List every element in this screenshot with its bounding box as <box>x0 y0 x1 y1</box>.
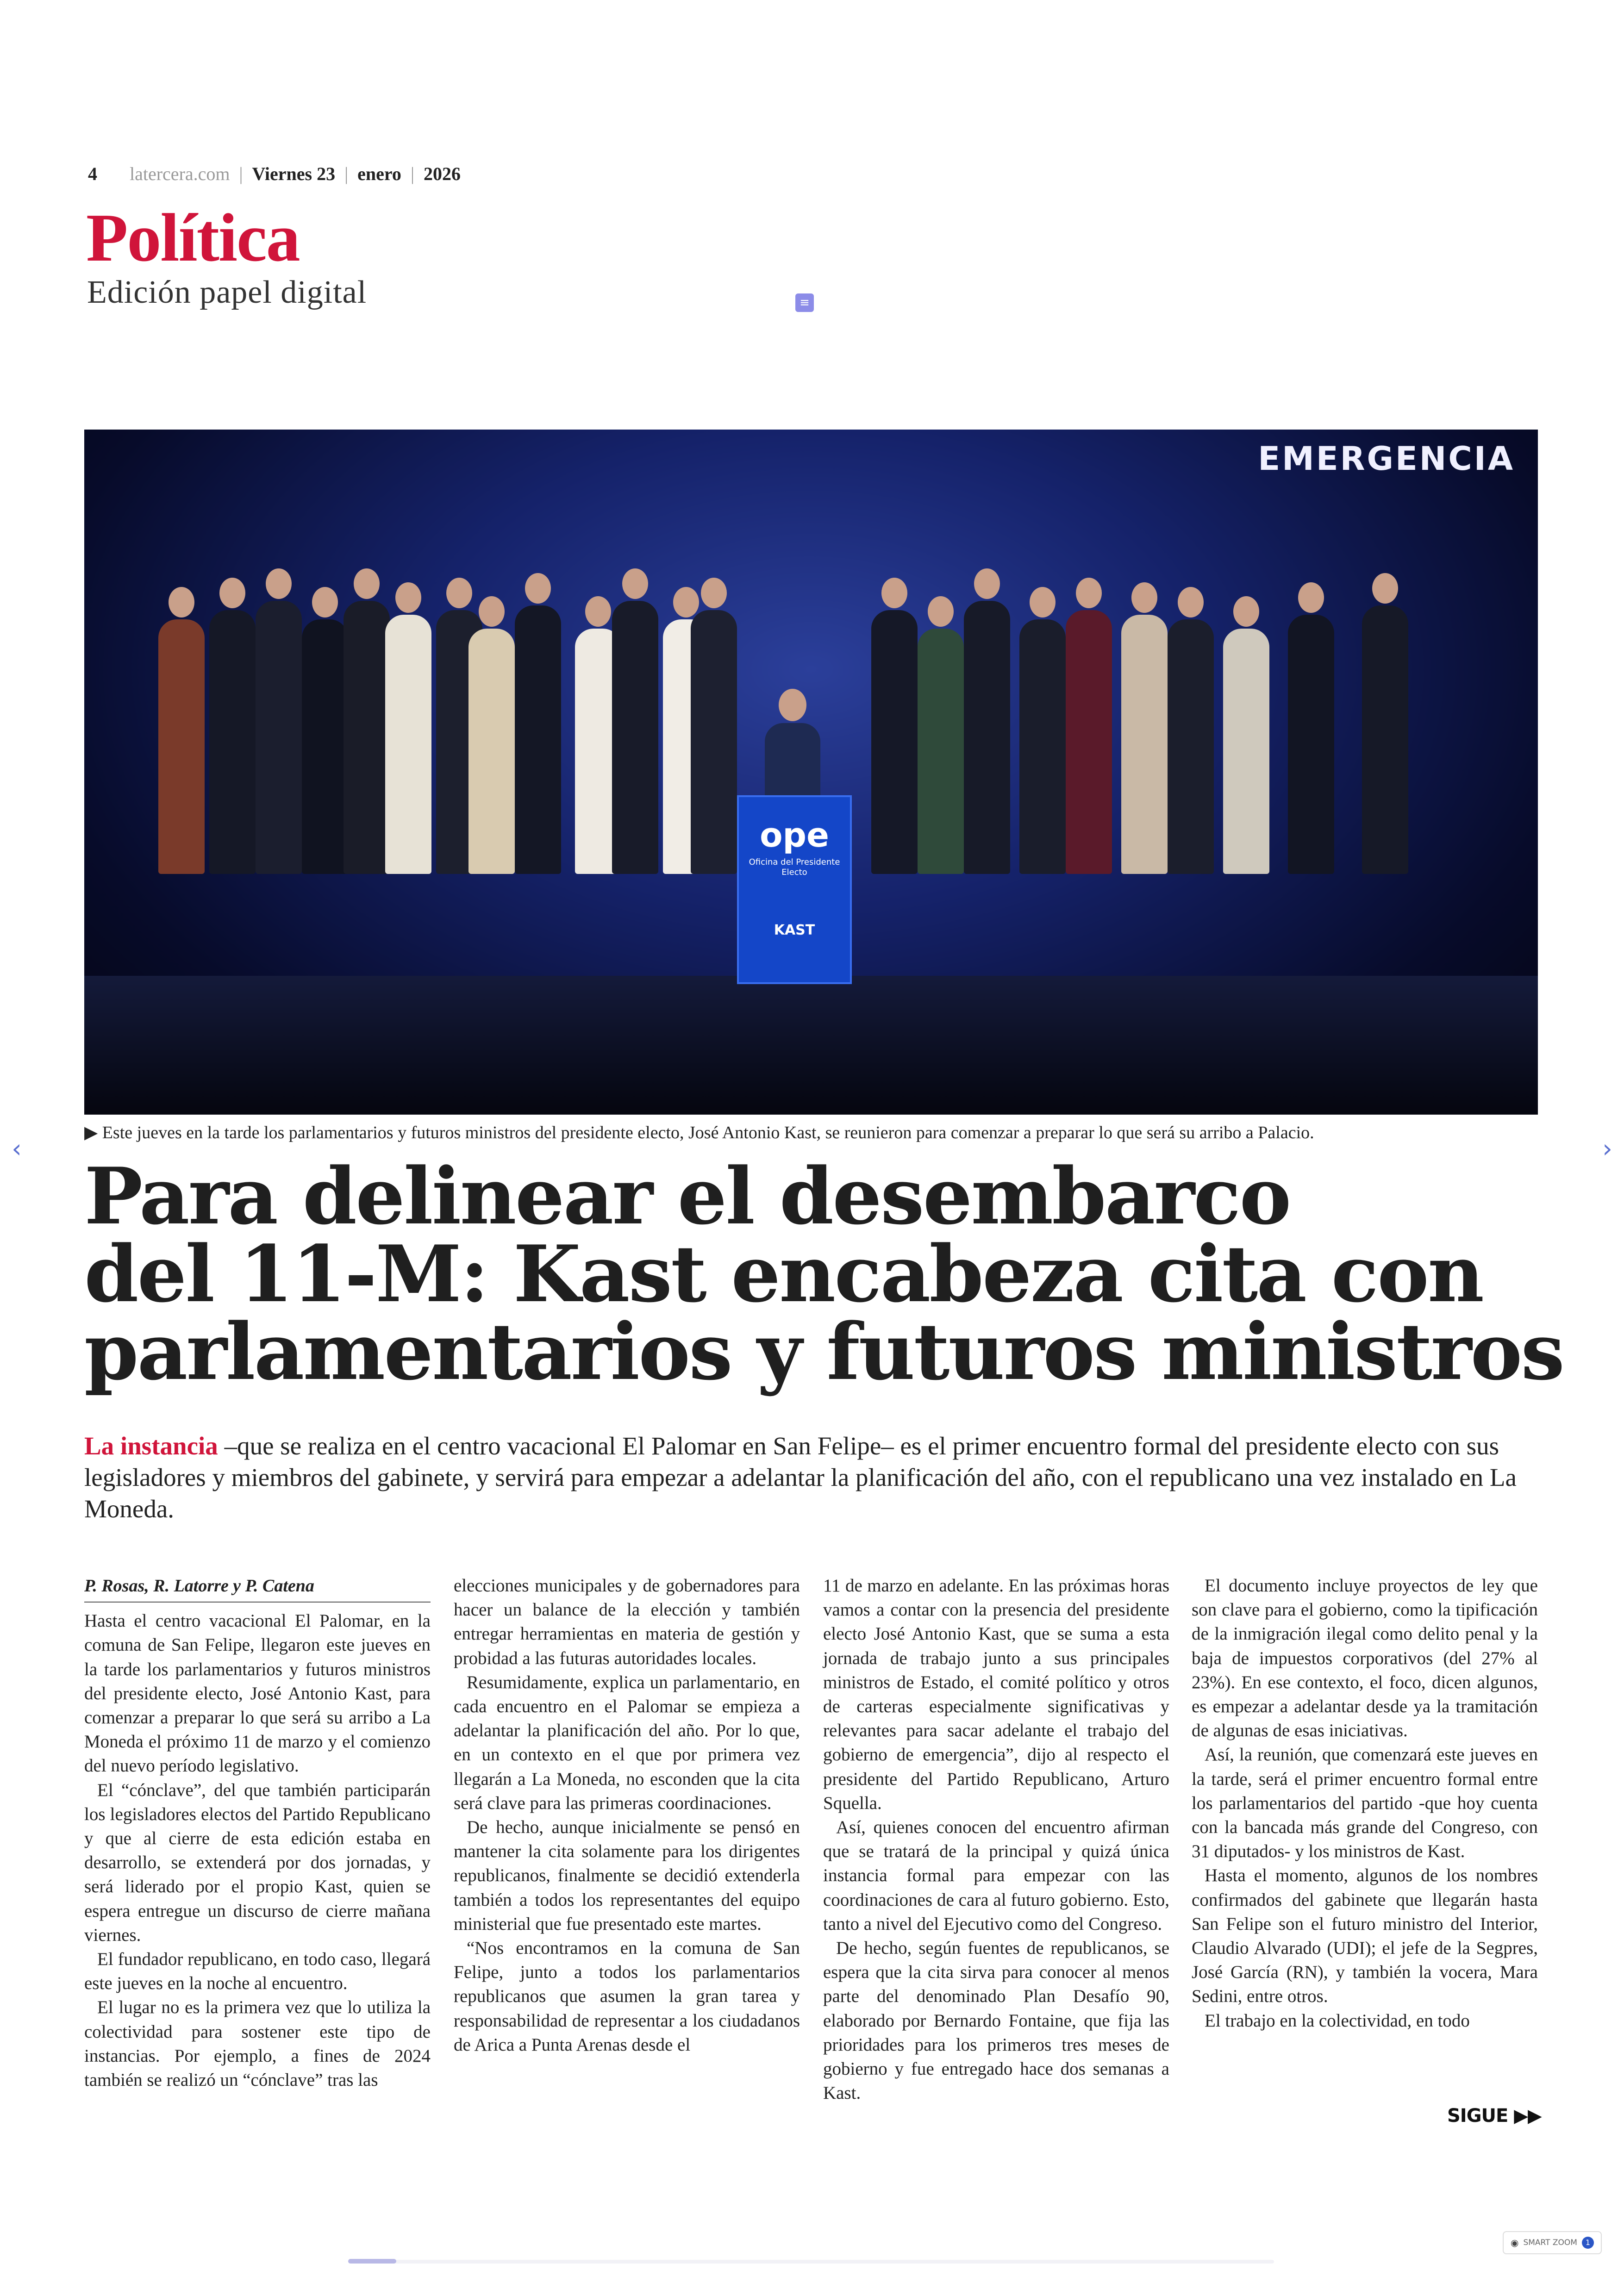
photo-figure-head <box>974 568 1000 599</box>
photo-figure-head <box>169 587 194 617</box>
paragraph: Hasta el centro vacacional El Palomar, en la comuna de San Felipe, llegaron este jueves en la tarde los parlamentarios y futuros ministros del presidente electo, José Antonio Kast, para comenzar a preparar lo que será su arribo a La Moneda el próximo 11 de marzo y el comienzo del nuevo período legislativo. <box>84 1611 431 1776</box>
lead-kicker: La instancia <box>84 1432 218 1460</box>
photo-figure-head <box>525 573 551 604</box>
photo-figure-body <box>1168 619 1214 874</box>
paragraph: Resumidamente, explica un parlamentario, en cada encuentro en el Palomar se empieza a adelantar la planificación del año. Por lo que, en un contexto en el que por primera vez llegarán a La Moneda, no esconden que la cita será clave para las primeras coordinaciones. <box>454 1672 800 1813</box>
photo-figure-body <box>468 629 515 874</box>
section-title: Política <box>86 200 300 276</box>
photo-figure-body <box>871 610 918 874</box>
headline-line: del 11-M: Kast encabeza cita con <box>84 1228 1483 1320</box>
photo-figure-body <box>964 601 1010 874</box>
note-icon[interactable]: ≡ <box>795 293 814 312</box>
photo-figure-head <box>446 578 472 608</box>
page-scrollbar-thumb[interactable] <box>348 2259 396 2264</box>
photo-figure-head <box>881 578 907 608</box>
photo-figure-body <box>918 629 964 874</box>
paragraph: 11 de marzo en adelante. En las próximas horas vamos a contar con la presencia del presidente electo José Antonio Kast, que se suma a esta jornada de trabajo junto a sus principales ministros de Estado, el comité político y otros de carteras especialmente significativas y relevantes para sacar adelante el trabajo del gobierno de emergencia”, dijo al respecto el presidente del Partido Republicano, Arturo Squella. <box>823 1576 1169 1813</box>
photo-figure-body <box>1066 610 1112 874</box>
article-column-3 <box>823 1574 1169 2105</box>
smart-zoom-button[interactable] <box>1503 2231 1602 2254</box>
article-column-4 <box>1192 1574 1538 2033</box>
photo-figure-head <box>1131 582 1157 613</box>
separator: | <box>344 163 349 184</box>
page-header <box>88 163 461 185</box>
photo-figure-head <box>1372 573 1398 604</box>
photo-figure-body <box>612 601 658 874</box>
photo-figure-head <box>312 587 338 617</box>
photo-caption: ▶ Este jueves en la tarde los parlamentarios y futuros ministros del presidente electo, José Antonio Kast, se reunieron para comenzar a preparar lo que será su arribo a Palacio. <box>84 1123 1314 1142</box>
photo-figure-head <box>219 578 245 608</box>
photo-figure-body <box>1288 615 1334 874</box>
continue-link[interactable]: SIGUE ▶▶ <box>1447 2105 1542 2127</box>
paragraph: El documento incluye proyectos de ley que son clave para el gobierno, como la tipificación de la inmigración ilegal como delito penal y la baja de impuestos corporativos (del 27% al 23%). En ese contexto, el foco, dicen algunos, es empezar a adelantar desde ya la tramitación de algunas de esas iniciativas. <box>1192 1576 1538 1741</box>
photo-figure-head <box>928 596 954 627</box>
photo-figure-body <box>158 619 205 874</box>
headline <box>84 1150 1563 1397</box>
photo-figure-body <box>385 615 431 874</box>
paragraph: Así, quienes conocen del encuentro afirman que se tratará de la principal y quizá única instancia formal para empezar con las coordinaciones de cara al futuro gobierno. Esto, tanto a nivel del Ejecutivo como del Congreso. <box>823 1817 1169 1934</box>
paragraph: De hecho, aunque inicialmente se pensó en mantener la cita solamente para los dirigentes republicanos, finalmente se decidió extenderla también a todos los representantes del equipo ministerial que fue presentado este martes. <box>454 1817 800 1934</box>
edition-subtitle: Edición papel digital <box>87 274 367 310</box>
paragraph: Así, la reunión, que comenzará este jueves en la tarde, será el primer encuentro formal entre los parlamentarios del partido -que hoy cuenta con la bancada más grande del Congreso, con 31 diputados- y los ministros de Kast. <box>1192 1745 1538 1862</box>
photo-figure-body <box>302 619 348 874</box>
photo-figure-body <box>256 601 302 874</box>
photo-figure-head <box>395 582 421 613</box>
podium <box>737 795 852 984</box>
site-name: latercera.com <box>130 163 230 184</box>
photo-figure-head <box>479 596 505 627</box>
photo-figure-head <box>701 578 727 608</box>
lead-paragraph <box>84 1430 1543 1525</box>
date-year: 2026 <box>423 163 461 184</box>
photo-figure-head <box>622 568 648 599</box>
photo-figure-body <box>1019 619 1066 874</box>
chevron-left-icon[interactable]: ‹ <box>12 1134 22 1163</box>
photo-stage <box>84 976 1538 1115</box>
paragraph: De hecho, según fuentes de republicanos, se espera que la cita sirva para conocer al menos parte del denominado Plan Desafío 90, elaborado por Bernardo Fontaine, que fija las prioridades para los primeros tres meses de gobierno y fue entregado hace dos semanas a Kast. <box>823 1938 1169 2103</box>
photo-figure-body <box>1121 615 1168 874</box>
photo-figure-head <box>673 587 699 617</box>
photo-figure-head <box>266 568 292 599</box>
chevron-right-icon[interactable]: › <box>1602 1134 1612 1163</box>
date-weekday: Viernes 23 <box>252 163 336 184</box>
paragraph: Hasta el momento, algunos de los nombres confirmados del gabinete que llegarán hasta San Felipe son el futuro ministro del Interior, Claudio Alvarado (UDI); el jefe de la Segpres, José García (RN), y también la vocera, Mara Sedini, entre otros. <box>1192 1865 1538 2007</box>
photo-speaker-head <box>779 689 806 721</box>
separator: | <box>239 163 243 184</box>
paragraph: El trabajo en la colectividad, en todo <box>1205 2010 1470 2031</box>
headline-line: Para delinear el desembarco <box>84 1150 1290 1242</box>
photo-figure-body <box>344 601 390 874</box>
podium-logo: ope <box>760 816 829 854</box>
headline-line: parlamentarios y futuros ministros <box>84 1306 1563 1397</box>
lead-text: –que se realiza en el centro vacacional El Palomar en San Felipe– es el primer encuentro formal del presidente electo con sus legisladores y miembros del gabinete, y servirá para empezar a adelantar la planificación del año, con el republicano una vez instalado en La Moneda. <box>84 1432 1517 1523</box>
separator: | <box>410 163 414 184</box>
photo-figure-body <box>1362 605 1408 874</box>
article-column-1 <box>84 1574 431 2092</box>
smart-zoom-count: 1 <box>1582 2237 1594 2249</box>
photo-figure-head <box>585 596 611 627</box>
podium-subtitle: Oficina del Presidente Electo <box>749 857 840 877</box>
photo-figure-head <box>1298 582 1324 613</box>
photo-figure-body <box>1223 629 1269 874</box>
lead-photo <box>84 430 1538 1115</box>
article-column-2 <box>454 1574 800 2057</box>
photo-figure-body <box>515 605 561 874</box>
paragraph: El lugar no es la primera vez que lo utiliza la colectividad para sostener este tipo de instancias. Por ejemplo, a fines de 2024 también se realizó un “cónclave” tras las <box>84 1997 431 2090</box>
byline: P. Rosas, R. Latorre y P. Catena <box>84 1574 431 1603</box>
photo-figure-head <box>1233 596 1259 627</box>
photo-figure-body <box>691 610 737 874</box>
page-number: 4 <box>88 163 97 184</box>
photo-figure-head <box>354 568 380 599</box>
photo-figure-head <box>1030 587 1056 617</box>
eye-icon: ◉ <box>1511 2237 1519 2248</box>
photo-figure-body <box>209 610 256 874</box>
photo-figure-head <box>1178 587 1204 617</box>
photo-banner: EMERGENCIA <box>1258 440 1515 478</box>
paragraph: “Nos encontramos en la comuna de San Felipe, junto a todos los parlamentarios republicanos que asumen la gran tarea y responsabilidad de representar a los ciudadanos de Arica a Punta Arenas desde el <box>454 1938 800 2055</box>
podium-brand: KAST <box>774 922 815 938</box>
date-month: enero <box>357 163 401 184</box>
photo-figure-head <box>1076 578 1102 608</box>
page-scrollbar-track[interactable] <box>348 2260 1274 2264</box>
paragraph: El “cónclave”, del que también participarán los legisladores electos del Partido Republicano y que al cierre de esta edición estaba en desarrollo, se extenderá por dos jornadas, y será liderado por el propio Kast, quien se espera entregue un discurso de cierre mañana viernes. <box>84 1780 431 1945</box>
smart-zoom-label: SMART ZOOM <box>1523 2238 1577 2247</box>
paragraph: elecciones municipales y de gobernadores para hacer un balance de la elección y también entregar herramientas en materia de gestión y probidad a las futuras autoridades locales. <box>454 1576 800 1668</box>
paragraph: El fundador republicano, en todo caso, llegará este jueves en la noche al encuentro. <box>84 1949 431 1994</box>
